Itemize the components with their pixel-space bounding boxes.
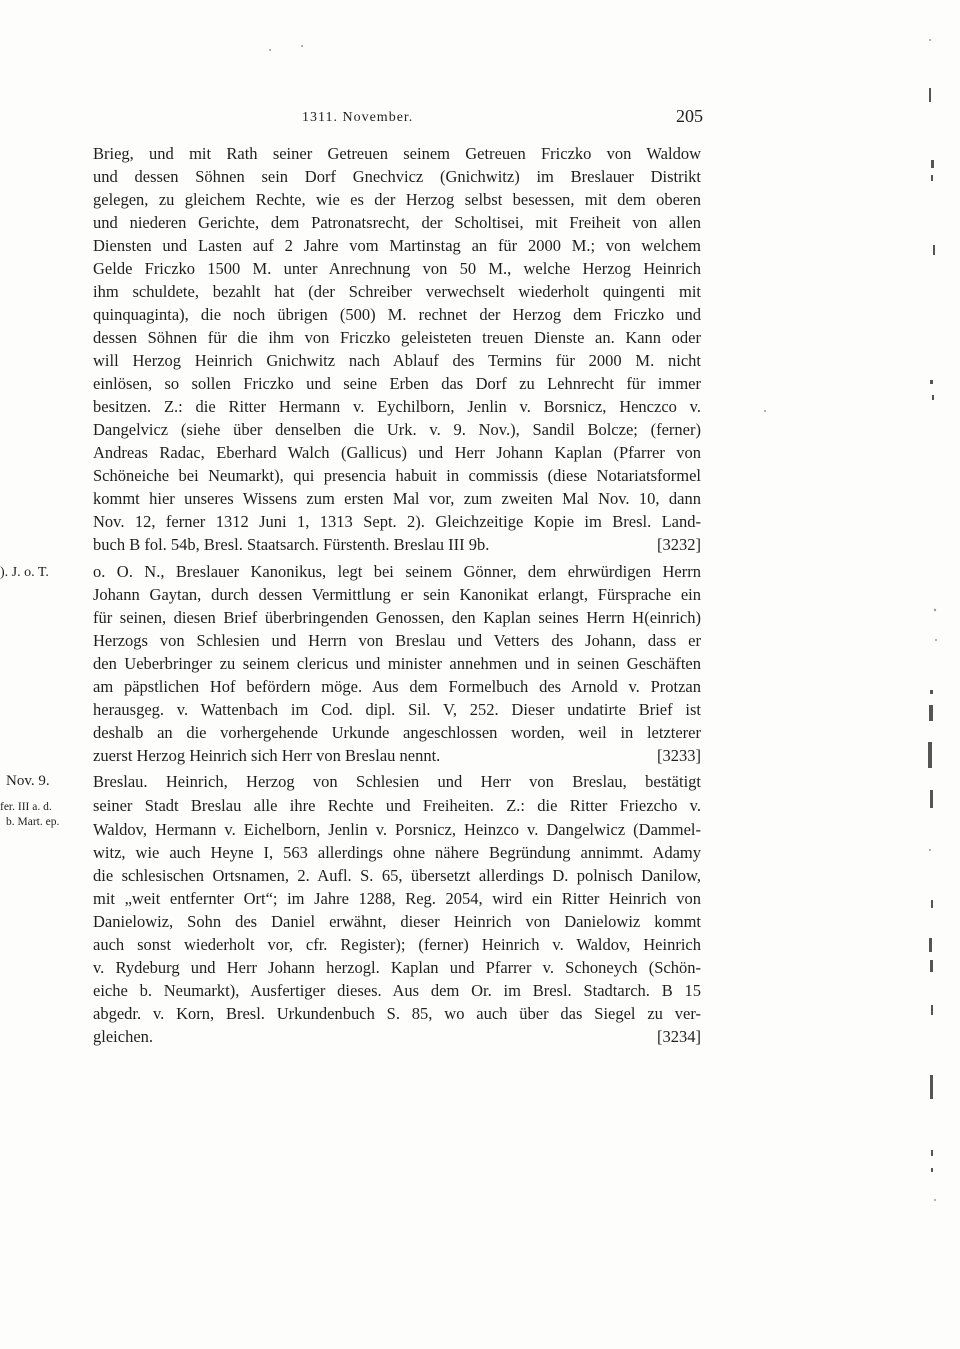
text-line: herausgeg. v. Wattenbach im Cod. dipl. Sil. V, 252. Dieser undatirte Brief ist bbox=[93, 700, 701, 719]
text-line: o. O. N., Breslauer Kanonikus, legt bei seinem Gönner, dem ehrwürdigen Herrn bbox=[93, 562, 701, 581]
text-line-content: zuerst Herzog Heinrich sich Herr von Breslau nennt. bbox=[93, 746, 441, 765]
text-line: mit „weit entfernter Ort“; im Jahre 1288, Reg. 2054, wird ein Ritter Heinrich von bbox=[93, 889, 701, 908]
text-line: und dessen Söhnen sein Dorf Gnechvicz (Gnichwitz) im Breslauer Distrikt bbox=[93, 167, 701, 186]
text-line: Diensten und Lasten auf 2 Jahre vom Martinstag an für 2000 M.; von welchem bbox=[93, 236, 701, 255]
regest-number: [3232] bbox=[651, 533, 701, 557]
text-line: Johann Gaytan, durch dessen Vermittlung er sein Kanonikat erlangt, Fürsprache ein bbox=[93, 585, 701, 604]
text-line: den Ueberbringer zu seinem clericus und minister annehmen und in seinen Geschäften bbox=[93, 654, 701, 673]
text-line: v. Rydeburg und Herr Johann herzogl. Kaplan und Pfarrer v. Schoneych (Schön- bbox=[93, 958, 701, 977]
text-line: am päpstlichen Hof befördern möge. Aus dem Formelbuch des Arnold v. Protzan bbox=[93, 677, 701, 696]
text-line: Schöneiche bei Neumarkt), qui presencia habuit in commissis (diese Notariatsformel bbox=[93, 466, 701, 485]
text-line: Brieg, und mit Rath seiner Getreuen seinem Getreuen Friczko von Waldow bbox=[93, 144, 701, 163]
text-line: gelegen, zu gleichem Rechte, wie es der Herzog selbst besessen, mit dem oberen bbox=[93, 190, 701, 209]
text-line: Danielowiz, Sohn des Daniel erwähnt, dieser Heinrich von Danielowiz kommt bbox=[93, 912, 701, 931]
text-line: Gelde Friczko 1500 M. unter Anrechnung von 50 M., welche Herzog Heinrich bbox=[93, 259, 701, 278]
page-number: 205 bbox=[676, 106, 703, 126]
regest-number: [3234] bbox=[651, 1025, 701, 1049]
text-line: und niederen Gerichte, dem Patronatsrecht, der Scholtisei, mit Freiheit von allen bbox=[93, 213, 701, 232]
text-line: Herzogs von Schlesien und Herrn von Breslau und Vetters des Johann, dass er bbox=[93, 631, 701, 650]
text-line: Breslau. Heinrich, Herzog von Schlesien und Herr von Breslau, bestätigt bbox=[93, 772, 701, 791]
text-line bbox=[93, 1025, 701, 1049]
text-line bbox=[93, 533, 701, 557]
text-line: dessen Söhnen für die ihm von Friczko geleisteten treuen Dienste an. Kann oder bbox=[93, 328, 701, 347]
text-line bbox=[93, 744, 701, 768]
text-line: witz, wie auch Heyne I, 563 allerdings ohne nähere Begründung annimmt. Adamy bbox=[93, 843, 701, 862]
text-line: einlösen, so sollen Friczko und seine Erben das Dorf zu Lehnrecht für immer bbox=[93, 374, 701, 393]
regest-number: [3233] bbox=[651, 744, 701, 768]
text-line: besitzen. Z.: die Ritter Hermann v. Eychilborn, Jenlin v. Borsnicz, Henczco v. bbox=[93, 397, 701, 416]
text-line-content: buch B fol. 54b, Bresl. Staatsarch. Fürstenth. Breslau III 9b. bbox=[93, 535, 490, 554]
text-line: für seinen, diesen Brief überbringenden Genossen, den Kaplan seines Herrn H(einrich) bbox=[93, 608, 701, 627]
text-line: Dangelvicz (siehe über denselben die Urk. v. 9. Nov.), Sandil Bolcze; (ferner) bbox=[93, 420, 701, 439]
text-line: Andreas Radac, Eberhard Walch (Gallicus) und Herr Johann Kaplan (Pfarrer von bbox=[93, 443, 701, 462]
text-line: auch sonst wiederholt vor, cfr. Register); (ferner) Heinrich v. Waldov, Heinrich bbox=[93, 935, 701, 954]
text-line: quinquaginta), die noch übrigen (500) M. rechnet der Herzog dem Friczko und bbox=[93, 305, 701, 324]
margin-note-feria-line-2: b. Mart. ep. bbox=[6, 816, 60, 828]
margin-note-feria-line-1: fer. III a. d. bbox=[0, 801, 52, 813]
running-title: 1311. November. bbox=[302, 110, 414, 125]
text-line: ihm schuldete, bezahlt hat (der Schreiber verwechselt wiederholt quingenti mit bbox=[93, 282, 701, 301]
text-line: Nov. 12, ferner 1312 Juni 1, 1313 Sept. 2). Gleichzeitige Kopie im Bresl. Land- bbox=[93, 512, 701, 531]
margin-note-nov-9: Nov. 9. bbox=[6, 773, 50, 789]
text-line: abgedr. v. Korn, Bresl. Urkundenbuch S. 85, wo auch über das Siegel zu ver- bbox=[93, 1004, 701, 1023]
text-line: eiche b. Neumarkt), Ausfertiger dieses. Aus dem Or. im Bresl. Stadtarch. B 15 bbox=[93, 981, 701, 1000]
text-line: seiner Stadt Breslau alle ihre Rechte und Freiheiten. Z.: die Ritter Friezcho v. bbox=[93, 796, 701, 815]
text-line: kommt hier unseres Wissens zum ersten Mal vor, zum zweiten Mal Nov. 10, dann bbox=[93, 489, 701, 508]
text-line-content: gleichen. bbox=[93, 1027, 154, 1046]
text-line: will Herzog Heinrich Gnichwitz nach Ablauf des Termins für 2000 M. nicht bbox=[93, 351, 701, 370]
text-line: deshalb an die vorhergehende Urkunde angeschlossen worden, weil in letzterer bbox=[93, 723, 701, 742]
margin-note-date-unknown: ). J. o. T. bbox=[0, 565, 49, 580]
text-line: Waldov, Hermann v. Eichelborn, Jenlin v. Porsnicz, Heinzco v. Dangelwicz (Dammel- bbox=[93, 820, 701, 839]
text-line: die schlesischen Ortsnamen, 2. Aufl. S. 65, übersetzt allerdings D. polnisch Danilow, bbox=[93, 866, 701, 885]
